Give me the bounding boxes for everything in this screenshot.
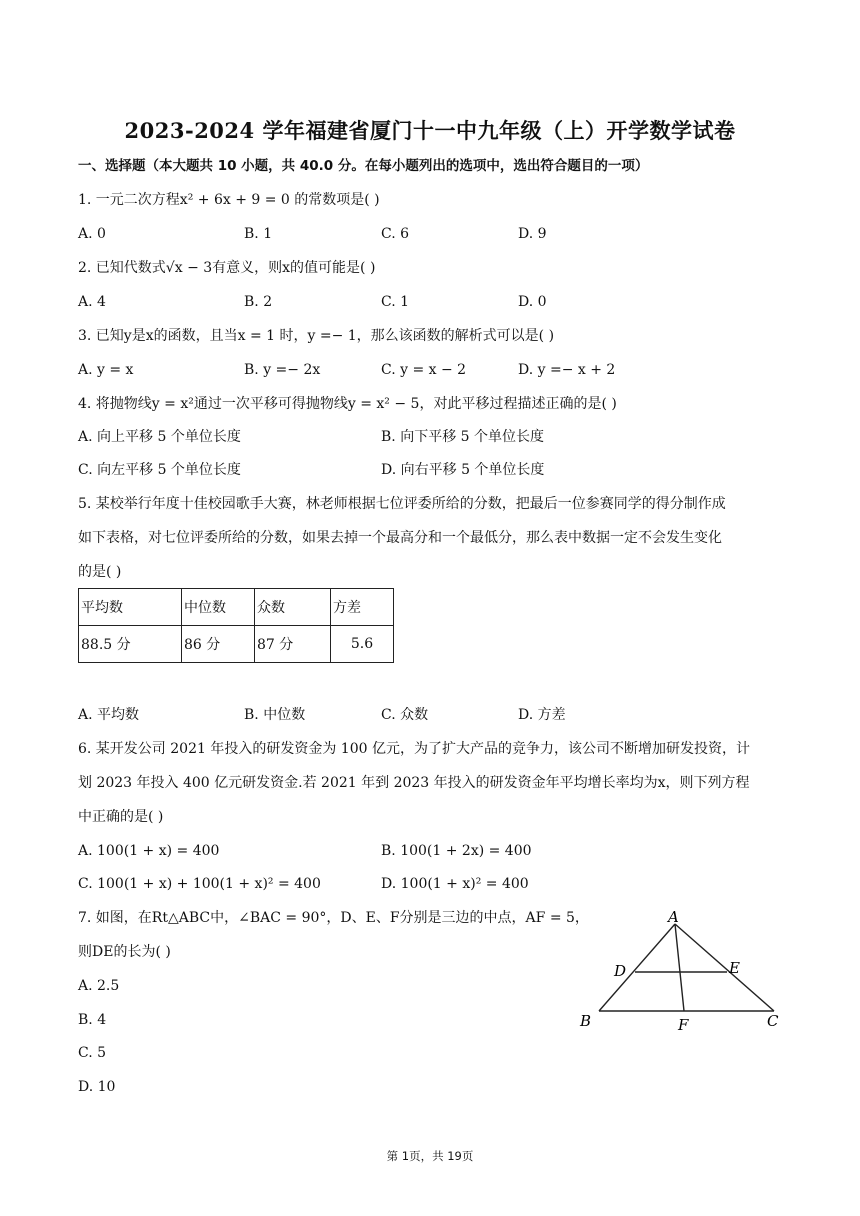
page-title: 2023-2024 学年福建省厦门十一中九年级（上）开学数学试卷 [124,118,736,143]
q3-option-a: A. y = x [78,362,134,378]
question-7-line-2: 则DE的长为( ) [78,944,171,960]
point-label-c: C [767,1012,779,1030]
q5-option-a: A. 平均数 [78,707,140,723]
q1-option-c: C. 6 [381,226,410,242]
question-5-line-3: 的是( ) [78,564,122,580]
question-6-line-2: 划 2023 年投入 400 亿元研发资金.若 2021 年到 2023 年投入的研发资金年平均增长率均为x，则下列方程 [78,775,750,791]
question-2: 2. 已知代数式√x − 3有意义，则x的值可能是( ) [78,260,376,276]
q1-option-b: B. 1 [244,226,273,242]
question-3: 3. 已知y是x的函数，且当x = 1 时，y =− 1，那么该函数的解析式可以是( ) [78,328,555,344]
q7-option-b: B. 4 [78,1012,107,1028]
table-cell: 5.6 [331,626,394,663]
q5-option-b: B. 中位数 [244,707,306,723]
point-label-f: F [678,1016,689,1034]
q4-option-a: A. 向上平移 5 个单位长度 [78,429,241,445]
q2-option-a: A. 4 [78,294,106,310]
q7-option-a: A. 2.5 [78,978,120,994]
table-cell: 88.5 分 [79,626,182,663]
table-cell: 86 分 [182,626,255,663]
question-6-line-1: 6. 某开发公司 2021 年投入的研发资金为 100 亿元，为了扩大产品的竞争力，该公司不断增加研发投资，计 [78,741,750,757]
q5-option-c: C. 众数 [381,707,429,723]
q2-option-c: C. 1 [381,294,410,310]
q2-option-b: B. 2 [244,294,273,310]
page-footer: 第 1页，共 19页 [386,1149,474,1163]
table-row [79,626,394,663]
table-header-cell: 众数 [255,589,331,626]
q1-option-a: A. 0 [78,226,106,242]
triangle-figure [572,906,787,1036]
q4-option-d: D. 向右平移 5 个单位长度 [381,462,545,478]
point-label-d: D [614,962,627,980]
table-header-cell: 中位数 [182,589,255,626]
q3-option-b: B. y =− 2x [244,362,321,378]
q6-option-b: B. 100(1 + 2x) = 400 [381,843,532,859]
table-header-cell: 平均数 [79,589,182,626]
question-5-line-2: 如下表格，对七位评委所给的分数，如果去掉一个最高分和一个最低分，那么表中数据一定不会发生变化 [78,530,722,546]
section-heading: 一、选择题（本大题共 10 小题，共 40.0 分。在每小题列出的选项中，选出符合题目的一项） [78,158,649,174]
question-7-line-1: 7. 如图，在Rt△ABC中，∠BAC = 90°，D、E、F分别是三边的中点，AF = 5， [78,910,589,926]
q6-option-d: D. 100(1 + x)² = 400 [381,876,529,892]
q3-option-d: D. y =− x + 2 [518,362,616,378]
point-label-b: B [580,1012,592,1030]
q1-option-d: D. 9 [518,226,547,242]
q7-option-d: D. 10 [78,1079,116,1095]
q3-option-c: C. y = x − 2 [381,362,467,378]
q4-option-b: B. 向下平移 5 个单位长度 [381,429,544,445]
q4-option-c: C. 向左平移 5 个单位长度 [78,462,241,478]
q6-option-c: C. 100(1 + x) + 100(1 + x)² = 400 [78,876,321,892]
table-cell: 87 分 [255,626,331,663]
score-table [78,588,394,663]
question-1: 1. 一元二次方程x² + 6x + 9 = 0 的常数项是( ) [78,192,380,208]
point-label-e: E [729,959,740,977]
q2-option-d: D. 0 [518,294,547,310]
segment-af [675,924,684,1011]
table-header-row [79,589,394,626]
q5-option-d: D. 方差 [518,707,566,723]
side-ac [675,924,774,1011]
side-ab [599,924,675,1011]
question-5-line-1: 5. 某校举行年度十佳校园歌手大赛，林老师根据七位评委所给的分数，把最后一位参赛同学的得分制作成 [78,496,726,512]
question-4: 4. 将抛物线y = x²通过一次平移可得抛物线y = x² − 5，对此平移过程描述正确的是( ) [78,396,617,412]
question-6-line-3: 中正确的是( ) [78,809,164,825]
point-label-a: A [668,908,679,926]
q7-option-c: C. 5 [78,1045,107,1061]
table-header-cell: 方差 [331,589,394,626]
q6-option-a: A. 100(1 + x) = 400 [78,843,220,859]
